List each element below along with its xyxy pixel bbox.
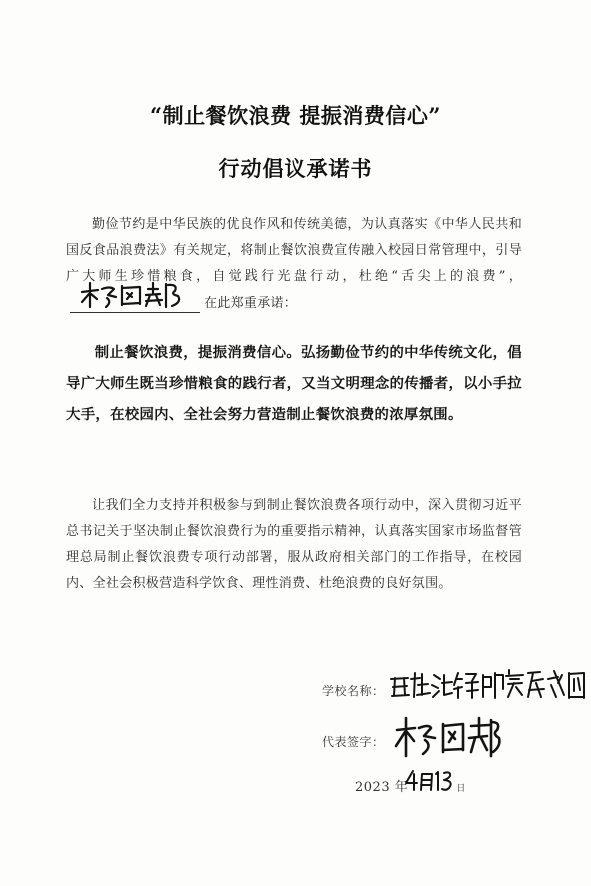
school-name-label: 学校名称： — [322, 684, 385, 698]
paragraph-commitment: 制止餐饮浪费，提振消费信心。弘扬勤俭节约的中华传统文化，倡导广大师生既当珍惜粮食的践行者，又当文明理念的传播者，以小手拉大手，在校园内、全社会努力营造制止餐饮浪费的浓厚氛围。 — [66, 345, 522, 423]
intro-text-end: 在此郑重承诺： — [204, 296, 298, 311]
date-year: 2023 — [355, 780, 391, 795]
handwritten-representative-signature — [393, 714, 503, 760]
date-year-unit: 年 — [394, 780, 409, 795]
inline-signature-line — [70, 290, 200, 313]
date-day-unit: 日 — [456, 784, 466, 794]
representative-signature-label: 代表签字： — [322, 735, 385, 749]
handwritten-school-name — [388, 665, 588, 705]
document-title: “制止餐饮浪费 提振消费信心” — [150, 103, 441, 128]
intro-text: 勤俭节约是中华民族的优良作风和传统美德，为认真落实《中华人民共和国反食品浪费法》有关规定，将制止餐饮浪费宣传融入校园日常管理中，引导广大师生珍惜粮食，自觉践行光盘行动，杜绝“舌尖上的浪费”， — [66, 217, 522, 284]
handwritten-date-month-day — [404, 768, 460, 794]
document-subtitle: 行动倡议承诺书 — [218, 156, 373, 181]
paragraph-call-to-action: 让我们全力支持并积极参与到制止餐饮浪费各项行动中，深入贯彻习近平总书记关于坚决制止餐饮浪费行为的重要指示精神，认真落实国家市场监督管理总局制止餐饮浪费专项行动部署，服从政府相关部门的工作指导，在校园内、全社会积极营造科学饮食、理性消费、杜绝浪费的良好氛围。 — [66, 498, 522, 591]
paragraph-intro — [66, 212, 522, 317]
handwritten-signature-inline — [78, 280, 190, 310]
